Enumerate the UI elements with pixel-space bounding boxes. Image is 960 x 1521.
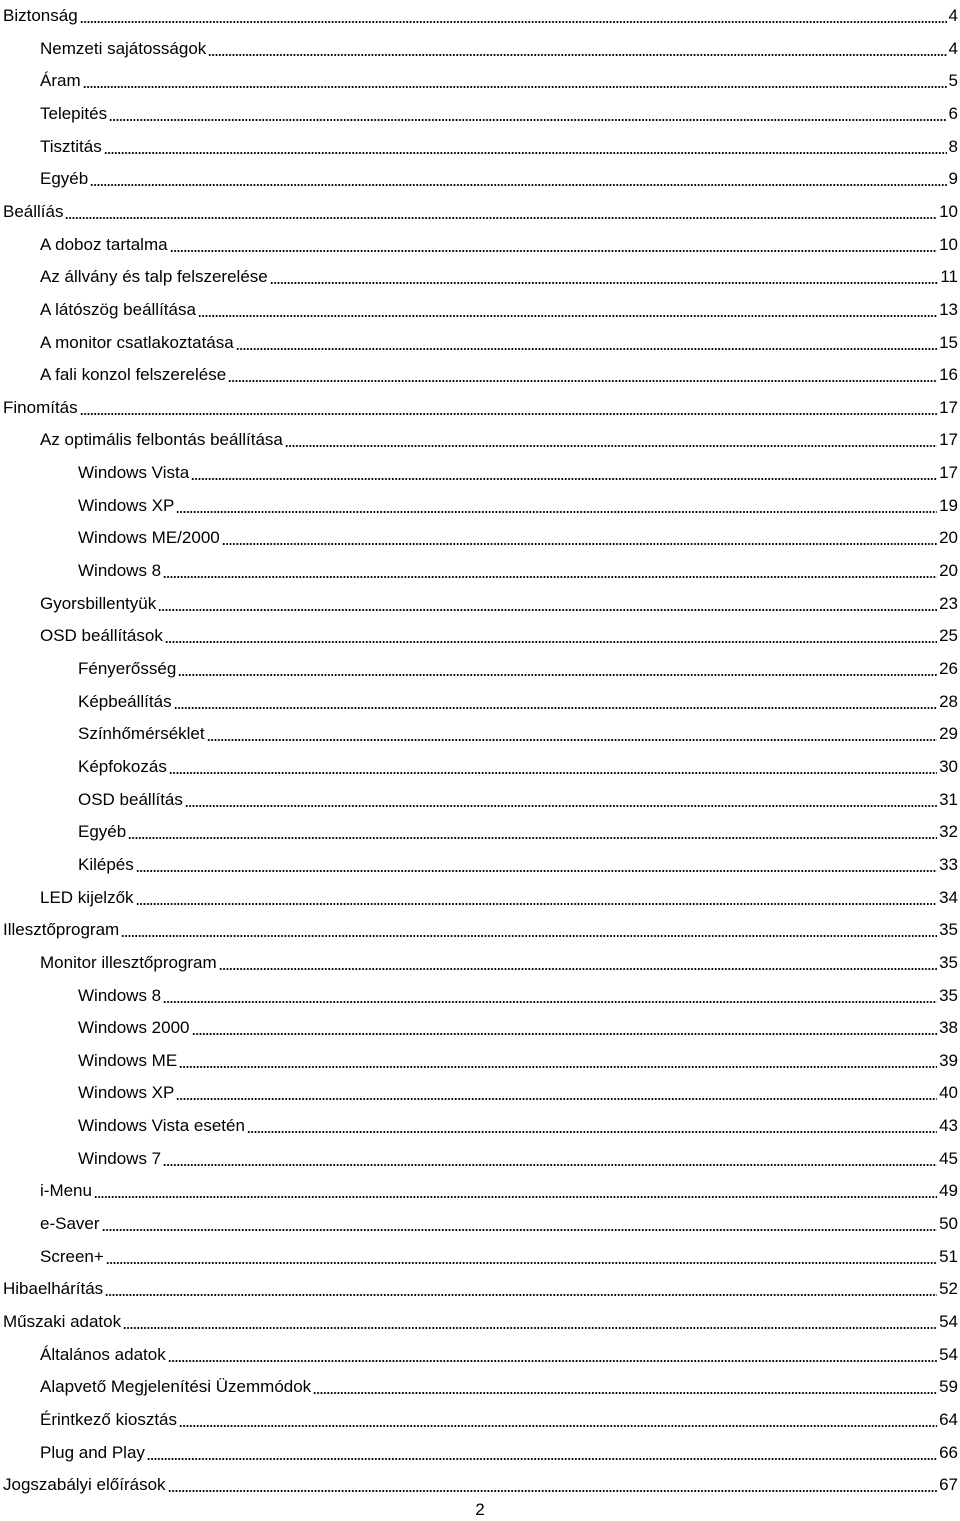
toc-dot-leader <box>165 641 937 643</box>
toc-entry[interactable] <box>0 686 958 718</box>
toc-entry-title: Alapvető Megjelenítési Üzemmódok <box>40 1377 312 1397</box>
toc-dot-leader <box>168 1490 938 1492</box>
toc-entry-page: 28 <box>939 691 958 711</box>
toc-entry-title: Nemzeti sajátosságok <box>40 38 207 58</box>
toc-entry[interactable] <box>0 1077 958 1109</box>
toc-dot-leader <box>228 380 937 382</box>
toc-dot-leader <box>192 1033 938 1035</box>
toc-entry-page: 26 <box>939 659 958 678</box>
toc-entry-title: Kilépés <box>78 854 134 874</box>
toc-entry-page: 30 <box>939 756 958 776</box>
toc-entry-page: 50 <box>939 1214 958 1234</box>
toc-entry-title: Gyorsbillentyük <box>40 593 157 613</box>
page-number: 2 <box>475 1500 485 1519</box>
toc-entry[interactable] <box>0 490 958 522</box>
toc-dot-leader <box>174 707 938 709</box>
toc-entry-title: A fali konzol felszerelése <box>40 365 227 385</box>
toc-entry-page: 38 <box>939 1018 958 1038</box>
toc-entry[interactable] <box>0 588 958 620</box>
toc-dot-leader <box>109 119 946 121</box>
toc-entry-title: Általános adatok <box>40 1344 166 1364</box>
toc-entry[interactable] <box>0 98 958 130</box>
toc-entry-title: Beállíás <box>3 201 64 221</box>
toc-dot-leader <box>94 1196 937 1198</box>
toc-entry[interactable] <box>0 718 958 750</box>
toc-entry-title: Windows 8 <box>78 561 162 581</box>
toc-dot-leader <box>128 837 937 839</box>
toc-entry[interactable] <box>0 229 958 261</box>
toc-entry-title: e-Saver <box>40 1214 100 1234</box>
toc-entry-title: A monitor csatlakoztatása <box>40 332 234 352</box>
toc-entry-page: 29 <box>939 724 958 744</box>
toc-entry[interactable] <box>0 33 958 65</box>
toc-entry[interactable] <box>0 1012 958 1044</box>
toc-entry-title: A látószög beállítása <box>40 299 196 319</box>
toc-entry-title: Fényerősség <box>78 659 177 678</box>
toc-entry-page: 11 <box>940 267 958 287</box>
toc-entry[interactable] <box>0 1437 958 1469</box>
toc-entry-page: 8 <box>948 136 958 156</box>
toc-dot-leader <box>136 870 937 872</box>
toc-entry[interactable] <box>0 784 958 816</box>
toc-dot-leader <box>179 1425 937 1427</box>
toc-entry-page: 17 <box>939 463 958 483</box>
toc-entry[interactable] <box>0 163 958 195</box>
toc-entry-title: Plug and Play <box>40 1442 145 1462</box>
toc-entry[interactable] <box>0 816 958 848</box>
toc-dot-leader <box>90 184 946 186</box>
toc-entry-title: OSD beállítás <box>78 789 183 809</box>
toc-entry-title: Tisztitás <box>40 136 102 156</box>
toc-entry-page: 5 <box>948 71 958 91</box>
toc-dot-leader <box>219 968 937 970</box>
toc-entry[interactable] <box>0 294 958 326</box>
toc-entry[interactable] <box>0 1339 958 1371</box>
toc-entry-page: 6 <box>948 103 958 123</box>
toc-entry[interactable] <box>0 1175 958 1207</box>
toc-entry[interactable] <box>0 196 958 228</box>
toc-entry-title: Képfokozás <box>78 756 167 776</box>
toc-dot-leader <box>105 1294 937 1296</box>
toc-entry-title: Egyéb <box>40 169 89 189</box>
toc-dot-leader <box>176 1098 937 1100</box>
toc-dot-leader <box>121 935 937 937</box>
toc-entry[interactable] <box>0 131 958 163</box>
toc-entry-page: 40 <box>939 1083 958 1103</box>
toc-entry[interactable] <box>0 457 958 489</box>
toc-entry-page: 35 <box>939 952 958 972</box>
toc-entry[interactable] <box>0 653 958 685</box>
toc-entry[interactable] <box>0 392 958 424</box>
toc-entry-title: Színhőmérséklet <box>78 724 205 744</box>
toc-entry-title: Illesztőprogram <box>3 920 120 940</box>
toc-entry-title: LED kijelzők <box>40 887 134 907</box>
toc-dot-leader <box>285 445 937 447</box>
toc-dot-leader <box>247 1131 937 1133</box>
toc-dot-leader <box>185 805 937 807</box>
toc-entry-title: Biztonság <box>3 6 78 25</box>
toc-dot-leader <box>106 1262 937 1264</box>
toc-dot-leader <box>178 674 937 676</box>
toc-dot-leader <box>222 543 937 545</box>
toc-entry-title: Windows 8 <box>78 985 162 1005</box>
toc-entry-title: Windows XP <box>78 1083 175 1103</box>
toc-entry-title: Windows ME <box>78 1050 178 1070</box>
toc-entry[interactable] <box>0 555 958 587</box>
toc-dot-leader <box>163 576 937 578</box>
toc-entry-page: 32 <box>939 822 958 842</box>
toc-entry-page: 31 <box>939 789 958 809</box>
toc-dot-leader <box>313 1392 937 1394</box>
toc-entry[interactable] <box>0 327 958 359</box>
toc-entry-title: Műszaki adatok <box>3 1312 122 1331</box>
toc-dot-leader <box>191 478 937 480</box>
toc-entry[interactable] <box>0 1273 958 1305</box>
toc-entry[interactable] <box>0 947 958 979</box>
toc-dot-leader <box>179 1066 937 1068</box>
toc-entry-title: Windows XP <box>78 495 175 515</box>
toc-entry[interactable] <box>0 1306 958 1338</box>
toc-entry[interactable] <box>0 1404 958 1436</box>
toc-entry[interactable] <box>0 1469 958 1501</box>
toc-dot-leader <box>65 217 937 219</box>
toc-entry[interactable] <box>0 1208 958 1240</box>
toc-entry-title: Áram <box>40 71 81 91</box>
toc-entry-page: 67 <box>939 1475 958 1495</box>
toc-entry-page: 64 <box>939 1409 958 1429</box>
toc-entry-title: Hibaelhárítás <box>3 1279 104 1299</box>
toc-entry-title: Az állvány és talp felszerelése <box>40 267 268 287</box>
toc-entry-page: 52 <box>939 1279 958 1299</box>
toc-dot-leader <box>158 609 937 611</box>
toc-entry-page: 9 <box>948 169 958 189</box>
toc-entry[interactable] <box>0 65 958 97</box>
toc-entry-title: Érintkező kiosztás <box>40 1409 177 1429</box>
toc-entry-page: 17 <box>939 397 958 417</box>
toc-entry[interactable] <box>0 980 958 1012</box>
toc-entry[interactable] <box>0 1110 958 1142</box>
toc-entry-page: 17 <box>939 430 958 450</box>
toc-dot-leader <box>198 315 937 317</box>
toc-entry-page: 4 <box>948 38 958 58</box>
toc-entry-page: 66 <box>939 1442 958 1462</box>
toc-entry-title: Windows 7 <box>78 1148 162 1168</box>
toc-entry-page: 25 <box>939 626 958 646</box>
toc-entry-page: 34 <box>939 887 958 907</box>
toc-entry[interactable] <box>0 1045 958 1077</box>
toc-entry-page: 54 <box>939 1344 958 1364</box>
toc-entry-page: 45 <box>939 1148 958 1168</box>
toc-entry-page: 35 <box>939 920 958 940</box>
toc-entry-title: Windows ME/2000 <box>78 528 220 548</box>
toc-entry-page: 20 <box>939 528 958 548</box>
toc-dot-leader <box>176 511 937 513</box>
toc-entry-title: OSD beállítások <box>40 626 163 646</box>
toc-entry-page: 43 <box>939 1116 958 1136</box>
toc-dot-leader <box>208 54 946 56</box>
toc-entry-page: 20 <box>939 561 958 581</box>
toc-entry-page: 51 <box>939 1246 958 1266</box>
toc-entry[interactable] <box>0 751 958 783</box>
toc-entry-page: 13 <box>939 299 958 319</box>
toc-dot-leader <box>136 903 938 905</box>
toc-dot-leader <box>170 250 938 252</box>
toc-dot-leader <box>104 152 947 154</box>
toc-entry-page: 4 <box>948 6 958 25</box>
toc-entry-title: Windows 2000 <box>78 1018 190 1038</box>
toc-entry-title: Képbeállítás <box>78 691 172 711</box>
toc-entry-title: Jogszabályi előírások <box>3 1475 166 1495</box>
toc-entry-title: Windows Vista <box>78 463 190 483</box>
toc-entry-page: 49 <box>939 1181 958 1201</box>
toc-dot-leader <box>236 348 937 350</box>
toc-entry-title: Egyéb <box>78 822 127 842</box>
toc-entry[interactable] <box>0 522 958 554</box>
toc-entry-page: 54 <box>939 1312 958 1331</box>
toc-entry-title: Finomítás <box>3 397 78 417</box>
toc-entry-title: Windows Vista esetén <box>78 1116 245 1136</box>
toc-entry[interactable] <box>0 261 958 293</box>
toc-entry-page: 19 <box>939 495 958 515</box>
toc-dot-leader <box>83 86 947 88</box>
toc-dot-leader <box>168 1360 937 1362</box>
toc-entry-title: Monitor illesztőprogram <box>40 952 217 972</box>
toc-entry[interactable] <box>0 1241 958 1273</box>
toc-entry[interactable] <box>0 424 958 456</box>
toc-dot-leader <box>123 1327 937 1329</box>
toc-entry[interactable] <box>0 882 958 914</box>
toc-entry-title: Telepités <box>40 103 108 123</box>
toc-entry[interactable] <box>0 359 958 391</box>
toc-dot-leader <box>270 282 939 284</box>
toc-dot-leader <box>102 1229 938 1231</box>
toc-entry-title: Az optimális felbontás beállítása <box>40 430 283 450</box>
toc-entry-page: 35 <box>939 985 958 1005</box>
toc-entry-page: 15 <box>939 332 958 352</box>
toc-entry-page: 33 <box>939 854 958 874</box>
toc-entry[interactable] <box>0 620 958 652</box>
toc-dot-leader <box>80 413 937 415</box>
toc-entry-title: i-Menu <box>40 1181 92 1201</box>
toc-entry-page: 16 <box>939 365 958 385</box>
toc-dot-leader <box>163 1001 937 1003</box>
toc-entry-page: 10 <box>939 234 958 254</box>
toc-entry-page: 23 <box>939 593 958 613</box>
toc-dot-leader <box>163 1164 937 1166</box>
toc-entry[interactable] <box>0 1143 958 1175</box>
toc-entry-title: A doboz tartalma <box>40 234 168 254</box>
toc-dot-leader <box>169 772 937 774</box>
toc-dot-leader <box>147 1458 937 1460</box>
toc-entry-title: Screen+ <box>40 1246 104 1266</box>
toc-dot-leader <box>207 739 937 741</box>
toc-entry-page: 59 <box>939 1377 958 1397</box>
toc-entry-page: 39 <box>939 1050 958 1070</box>
toc-entry[interactable] <box>0 914 958 946</box>
toc-entry[interactable] <box>0 1371 958 1403</box>
toc-dot-leader <box>80 21 947 23</box>
toc-entry[interactable] <box>0 0 958 32</box>
toc-entry-page: 10 <box>939 201 958 221</box>
toc-entry[interactable] <box>0 849 958 881</box>
